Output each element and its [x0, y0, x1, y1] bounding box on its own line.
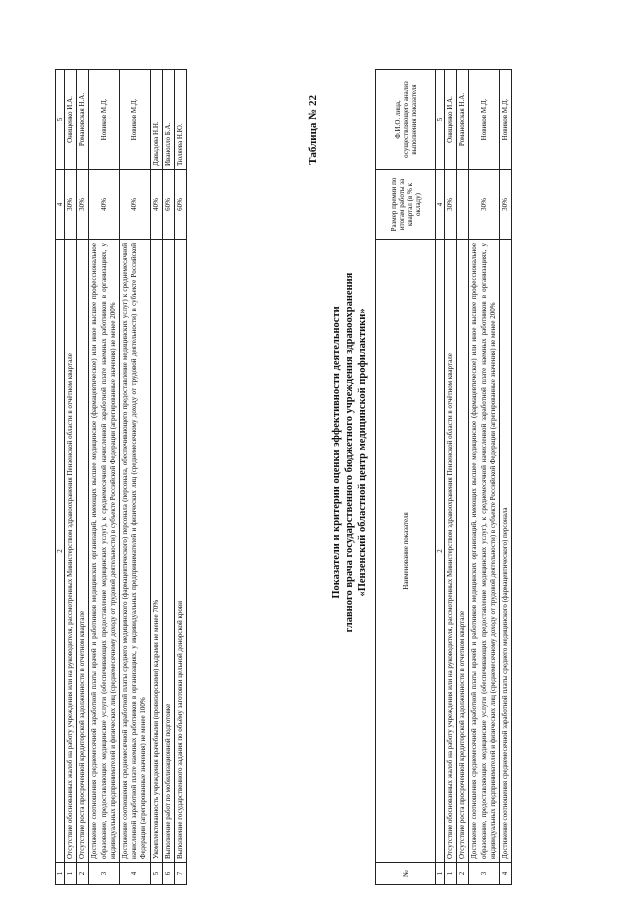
responsible-person: Новиков М.Д.	[120, 70, 151, 170]
indicator-text: Достижение соотношения среднемесячной заработной платы среднего медицинского (фармацевтического) персонала (персонала, обеспечивающего предоставление медицинских услуг) к среднемесячной начисленной заработной плате наемных работников в организациях, у индивидуальных предпринимателей и физических лиц (среднемесячному доходу от трудовой деятельности) в субъекте Российской Федерации (агрегированные значения) не менее 100%	[120, 240, 151, 863]
column-header-bonus-size: Размер премии по итогам работы за квартал (в % к окладу)	[376, 170, 436, 240]
table-row	[457, 70, 469, 885]
table-row	[65, 70, 77, 885]
bonus-percent: 30%	[500, 170, 512, 240]
indicators-table-continued	[55, 69, 187, 885]
row-number: 2	[77, 863, 89, 885]
bonus-percent	[457, 170, 469, 240]
column-number: 4	[436, 170, 445, 240]
bonus-percent: 40%	[120, 170, 151, 240]
indicator-text: Отсутствие роста просроченной кредиторской задолженности в отчетном квартале	[457, 240, 469, 863]
table-row	[150, 70, 162, 885]
bonus-percent: 40%	[150, 170, 162, 240]
indicator-text: Достижение соотношения среднемесячной заработной платы среднего медицинского (фармацевтического) персонала	[500, 240, 512, 863]
indicator-text: Отсутствие обоснованных жалоб на работу учреждения или на руководителя, рассмотренных Министерством здравоохранения Пензенской области в отчётном квартале	[445, 240, 457, 863]
title-line: «Пензенский областной центр медицинской профилактики»	[357, 308, 368, 597]
bonus-percent: 30%	[445, 170, 457, 240]
indicator-text: Укомплектованность учреждения врачебными (провизорскими) кадрами не менее 70%	[150, 240, 162, 863]
table-row	[175, 70, 187, 885]
responsible-person: Новиков М.Д.	[500, 70, 512, 170]
table-row	[162, 70, 174, 885]
indicator-text: Достижение соотношения среднемесячной заработной платы врачей и работников медицинских организаций, имеющих высшее медицинское (фармацевтическое) или иное высшее профессиональное образование, предоставляющих медицинские услуги (обеспечивающих предоставление медицинских услуг), к среднемесячной начисленной заработной плате наемных работников в организациях, у индивидуальных предпринимателей и физических лиц (среднемесячному доходу от трудовой деятельности) в субъекте Российской Федерации (агрегированные значения) не менее 200%	[469, 240, 500, 863]
row-number: 4	[500, 863, 512, 885]
table-row	[445, 70, 457, 885]
title-line: Показатели и критерии оценки эффективности деятельности	[331, 306, 342, 599]
table-row	[120, 70, 151, 885]
responsible-person: Онищенко И.А.	[445, 70, 457, 170]
responsible-person: Романовская Н.А.	[457, 70, 469, 170]
table-row	[89, 70, 120, 885]
row-number: 3	[89, 863, 120, 885]
row-number: 6	[162, 863, 174, 885]
responsible-person: Тюляева Н.Ю.	[175, 70, 187, 170]
responsible-person: Новиков М.Д.	[469, 70, 500, 170]
header-row	[376, 70, 436, 885]
indicator-text: Достижение соотношения среднемесячной заработной платы врачей и работников медицинских организаций, имеющих высшее медицинское (фармацевтическое) или иное высшее профессиональное образование, предоставляющих медицинские услуги (обеспечивающих предоставление медицинских услуг), к среднемесячной начисленной заработной плате наемных работников в организациях, у индивидуальных предпринимателей и физических лиц (среднемесячному доходу от трудовой деятельности) в субъекте Российской Федерации (агрегированные значения) не менее 200%	[89, 240, 120, 863]
column-number: 2	[56, 240, 65, 863]
row-number: 7	[175, 863, 187, 885]
column-number: 2	[436, 240, 445, 863]
column-header-number: №	[376, 863, 436, 885]
column-number-row	[436, 70, 445, 885]
responsible-person: Иванолло Б.А.	[162, 70, 174, 170]
row-number: 3	[469, 863, 500, 885]
row-number: 2	[457, 863, 469, 885]
column-number: 1	[436, 863, 445, 885]
row-number: 5	[150, 863, 162, 885]
column-header-responsible: Ф.И.О. лица, осуществляющего анализ выполнения показателя	[376, 70, 436, 170]
column-number: 1	[56, 863, 65, 885]
column-number: 5	[436, 70, 445, 170]
responsible-person: Романовская Н.А.	[77, 70, 89, 170]
bonus-percent: 60%	[162, 170, 174, 240]
indicators-table	[375, 69, 512, 885]
column-number: 4	[56, 170, 65, 240]
indicator-text: Выполнение работ по мобилизационной подготовке	[162, 240, 174, 863]
row-number: 1	[445, 863, 457, 885]
table-row	[77, 70, 89, 885]
title-line: главного врача государственного бюджетного учреждения здравоохранения	[344, 272, 355, 633]
row-number: 1	[65, 863, 77, 885]
bonus-percent: 40%	[89, 170, 120, 240]
table-row	[469, 70, 500, 885]
indicator-text: Отсутствие роста просроченной кредиторской задолженности в отчетном квартале	[77, 240, 89, 863]
table-row	[500, 70, 512, 885]
indicator-text: Отсутствие обоснованных жалоб на работу учреждения или на руководителя, рассмотренных Министерством здравоохранения Пензенской области в отчётном квартале	[65, 240, 77, 863]
column-number-row	[56, 70, 65, 885]
responsible-person: Онищенко И.А.	[65, 70, 77, 170]
bonus-percent: 30%	[469, 170, 500, 240]
bonus-percent: 30%	[77, 170, 89, 240]
bonus-percent: 60%	[175, 170, 187, 240]
table-number-label: Таблица № 22	[307, 95, 319, 165]
bonus-percent: 30%	[65, 170, 77, 240]
document-title	[330, 0, 369, 905]
responsible-person: Давыдова Н.Н.	[150, 70, 162, 170]
responsible-person: Новиков М.Д.	[89, 70, 120, 170]
row-number: 4	[120, 863, 151, 885]
column-number: 5	[56, 70, 65, 170]
column-header-indicator: Наименование показателя	[376, 240, 436, 863]
indicator-text: Выполнение государственного задания по объёму заготовки цельной донорской крови	[175, 240, 187, 863]
